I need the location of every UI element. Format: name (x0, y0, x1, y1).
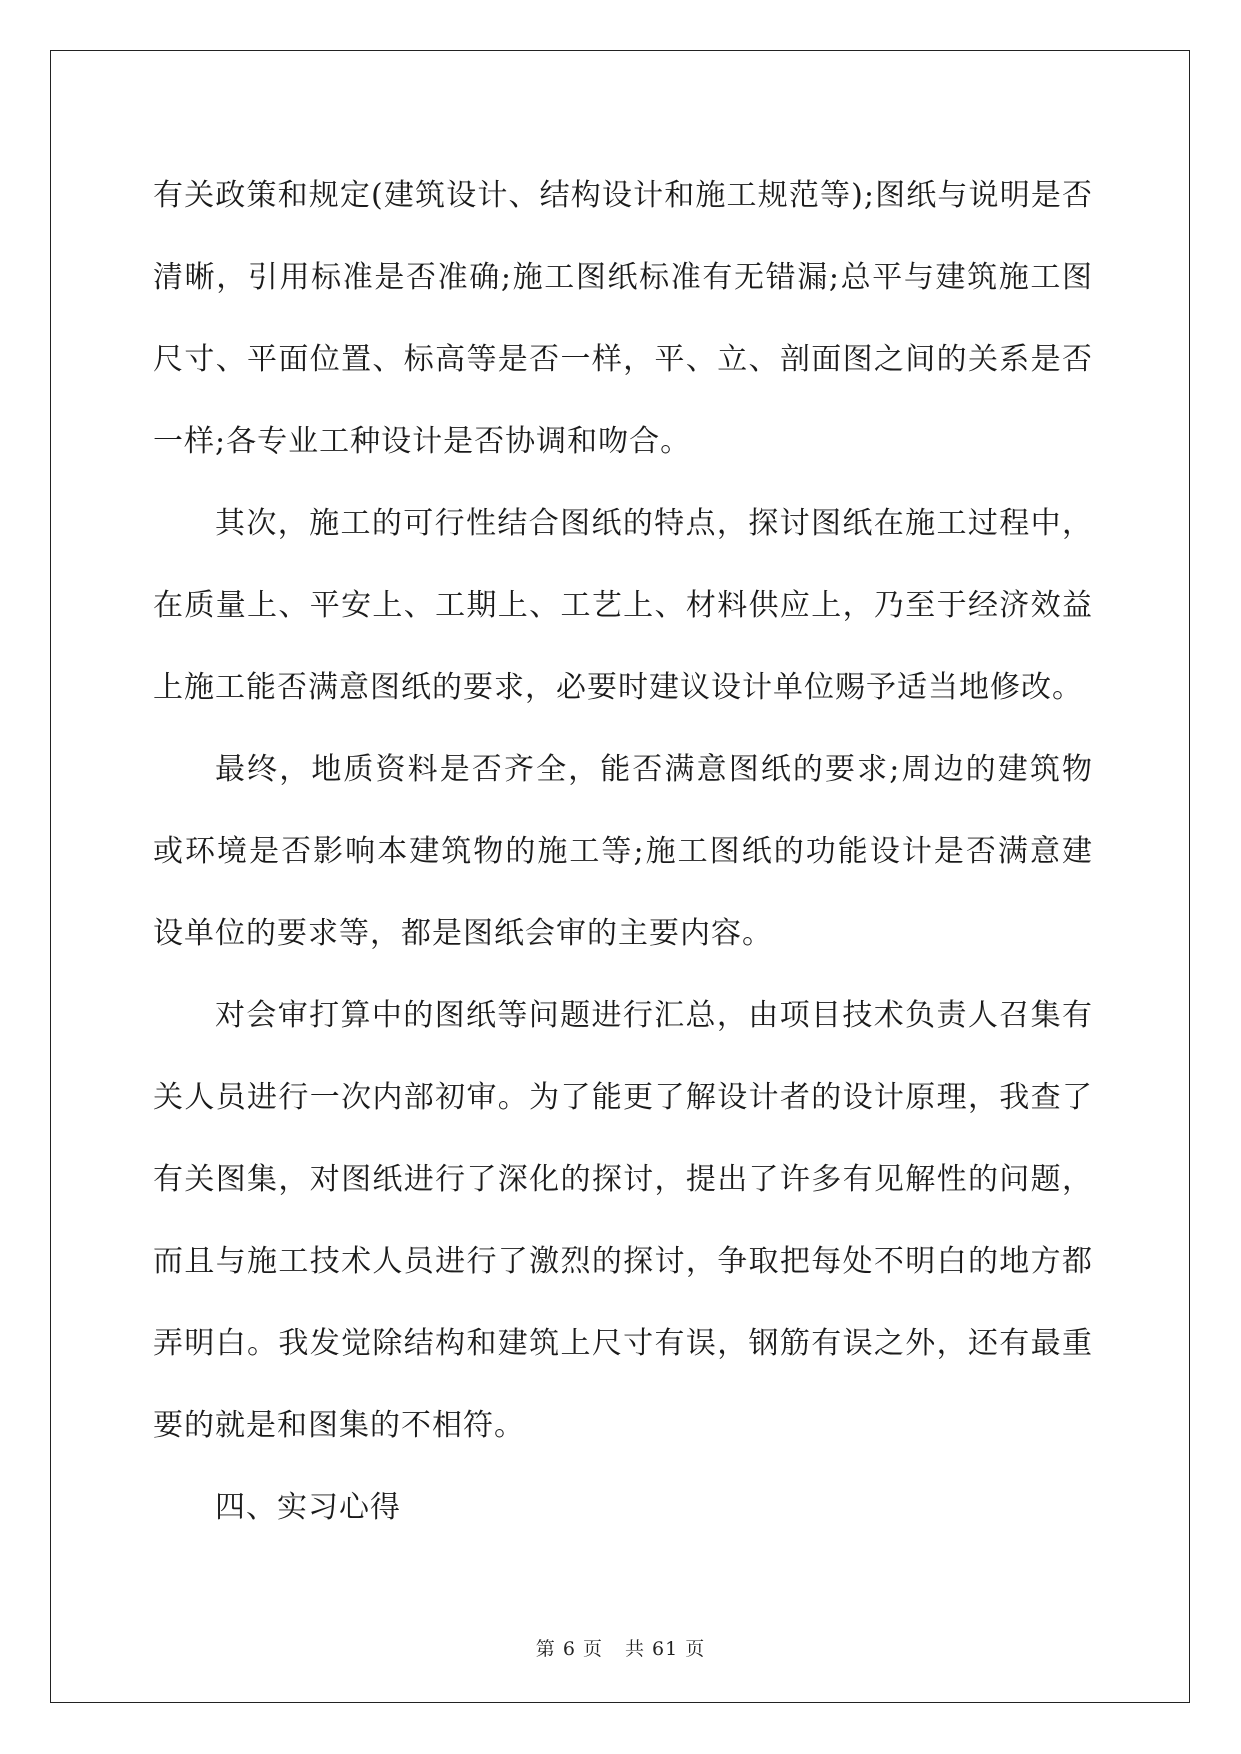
paragraph-geology: 最终，地质资料是否齐全，能否满意图纸的要求;周边的建筑物或环境是否影响本建筑物的施工等;施工图纸的功能设计是否满意建设单位的要求等，都是图纸会审的主要内容。 (153, 752, 1093, 951)
page-total: 共 61 页 (624, 1638, 706, 1660)
paragraph-feasibility: 其次，施工的可行性结合图纸的特点，探讨图纸在施工过程中，在质量上、平安上、工期上、工艺上、材料供应上，乃至于经济效益上施工能否满意图纸的要求，必要时建议设计单位赐予适当地修改。 (153, 506, 1093, 705)
page-number: 第 6 页 (535, 1638, 603, 1660)
paragraph-continuation: 有关政策和规定(建筑设计、结构设计和施工规范等);图纸与说明是否清晰，引用标准是否准确;施工图纸标准有无错漏;总平与建筑施工图尺寸、平面位置、标高等是否一样，平、立、剖面图之间的关系是否一样;各专业工种设计是否协调和吻合。 (153, 178, 1093, 459)
document-body (153, 155, 1093, 1549)
paragraph-review-summary: 对会审打算中的图纸等问题进行汇总，由项目技术负责人召集有关人员进行一次内部初审。为了能更了解设计者的设计原理，我查了有关图集，对图纸进行了深化的探讨，提出了许多有见解性的问题，而且与施工技术人员进行了激烈的探讨，争取把每处不明白的地方都弄明白。我发觉除结构和建筑上尺寸有误，钢筋有误之外，还有最重要的就是和图集的不相符。 (153, 998, 1093, 1443)
section-heading: 四、实习心得 (215, 1490, 401, 1525)
page-footer (0, 1634, 1241, 1661)
